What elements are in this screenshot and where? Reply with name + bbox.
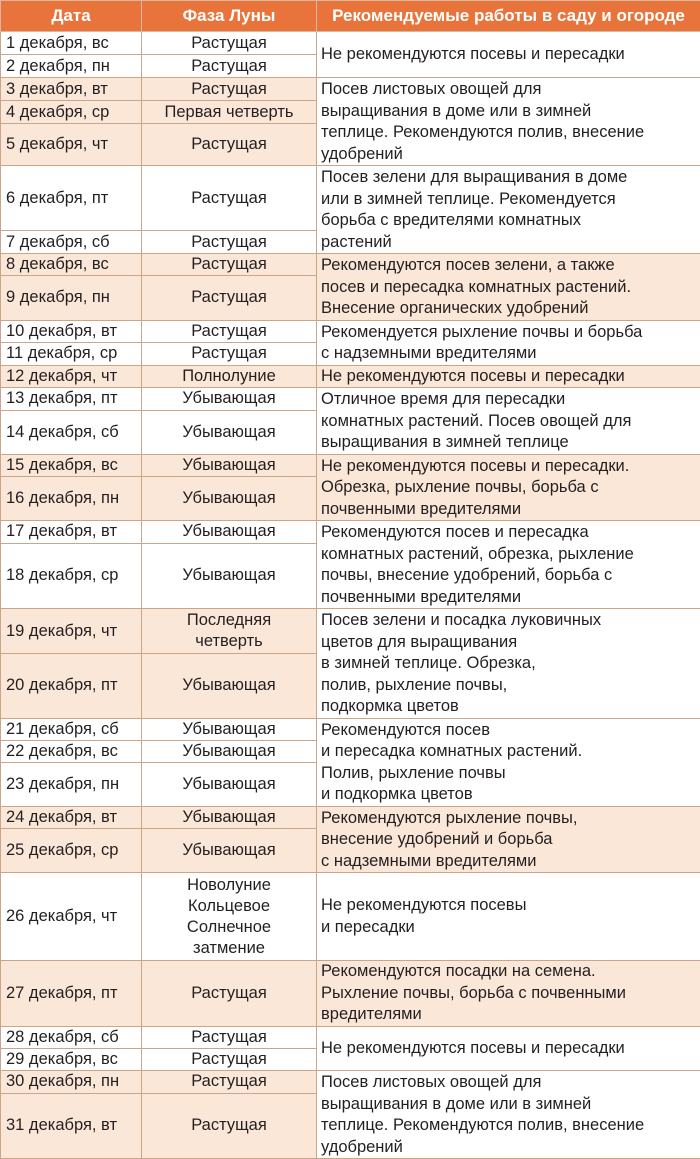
- phase-cell: Убывающая: [142, 718, 317, 740]
- date-cell: 28 декабря, сб: [1, 1027, 142, 1049]
- phase-cell: Растущая: [142, 961, 317, 1027]
- date-cell: 9 декабря, пн: [1, 276, 142, 320]
- table-row: [1, 166, 700, 231]
- phase-cell: Растущая: [142, 32, 317, 55]
- phase-cell: Растущая: [142, 254, 317, 276]
- phase-cell: Растущая: [142, 343, 317, 366]
- table-row: [1, 365, 700, 388]
- date-cell: 4 декабря, ср: [1, 101, 142, 124]
- phase-cell: Убывающая: [142, 762, 317, 806]
- work-cell: Рекомендуются рыхление почвы, внесение удобрений и борьба с надземными вредителями: [317, 806, 700, 873]
- phase-cell: Растущая: [142, 1049, 317, 1071]
- date-cell: 11 декабря, ср: [1, 343, 142, 366]
- work-cell: Рекомендуются посев и пересадка комнатных растений. Полив, рыхление почвы и подкормка цветов: [317, 718, 700, 806]
- header-work: Рекомендуемые работы в саду и огороде: [317, 1, 700, 32]
- work-cell: Не рекомендуются посевы и пересадки: [317, 32, 700, 78]
- phase-cell: Убывающая: [142, 654, 317, 718]
- table-row: [1, 806, 700, 828]
- table-row: [1, 454, 700, 476]
- phase-cell: Растущая: [142, 1093, 317, 1159]
- date-cell: 10 декабря, вт: [1, 320, 142, 343]
- date-cell: 7 декабря, сб: [1, 231, 142, 254]
- phase-cell: Растущая: [142, 276, 317, 320]
- phase-cell: Убывающая: [142, 388, 317, 411]
- date-cell: 14 декабря, сб: [1, 410, 142, 454]
- phase-cell: Убывающая: [142, 543, 317, 608]
- phase-cell: Растущая: [142, 231, 317, 254]
- work-cell: Посев листовых овощей для выращивания в доме или в зимней теплице. Рекомендуются полив, внесение удобрений: [317, 78, 700, 166]
- phase-cell: Растущая: [142, 1027, 317, 1049]
- work-cell: Рекомендуются посадки на семена. Рыхление почвы, борьба с почвенными вредителями: [317, 961, 700, 1027]
- table-row: [1, 718, 700, 740]
- work-cell: Не рекомендуются посевы и пересадки: [317, 365, 700, 388]
- work-cell: Отличное время для пересадки комнатных растений. Посев овощей для выращивания в зимней теплице: [317, 388, 700, 455]
- date-cell: 2 декабря, пн: [1, 55, 142, 78]
- phase-cell: Растущая: [142, 1071, 317, 1094]
- date-cell: 30 декабря, пн: [1, 1071, 142, 1094]
- work-cell: Рекомендуются посев и пересадка комнатных растений, обрезка, рыхление почвы, внесение удобрений, борьба с почвенными вредителями: [317, 521, 700, 609]
- date-cell: 3 декабря, вт: [1, 78, 142, 101]
- date-cell: 25 декабря, ср: [1, 828, 142, 872]
- work-cell: Рекомендуются посев зелени, а также посев и пересадка комнатных растений. Внесение органических удобрений: [317, 254, 700, 321]
- phase-cell: Растущая: [142, 320, 317, 343]
- phase-cell: Убывающая: [142, 454, 317, 476]
- phase-cell: Растущая: [142, 55, 317, 78]
- table-row: [1, 32, 700, 55]
- date-cell: 18 декабря, ср: [1, 543, 142, 608]
- table-row: [1, 78, 700, 101]
- table-row: [1, 521, 700, 544]
- date-cell: 22 декабря, вс: [1, 740, 142, 762]
- date-cell: 6 декабря, пт: [1, 166, 142, 231]
- date-cell: 27 декабря, пт: [1, 961, 142, 1027]
- header-row: [1, 1, 700, 32]
- date-cell: 16 декабря, пн: [1, 476, 142, 520]
- phase-cell: Растущая: [142, 78, 317, 101]
- date-cell: 21 декабря, сб: [1, 718, 142, 740]
- work-cell: Посев зелени и посадка луковичных цветов для выращивания в зимней теплице. Обрезка, полив, рыхление почвы, подкормка цветов: [317, 609, 700, 719]
- phase-cell: Растущая: [142, 166, 317, 231]
- phase-cell: Убывающая: [142, 410, 317, 454]
- phase-cell: Новолуние Кольцевое Солнечное затмение: [142, 873, 317, 961]
- header-date: Дата: [1, 1, 142, 32]
- date-cell: 20 декабря, пт: [1, 654, 142, 718]
- date-cell: 12 декабря, чт: [1, 365, 142, 388]
- phase-cell: Последняя четверть: [142, 609, 317, 654]
- date-cell: 23 декабря, пн: [1, 762, 142, 806]
- header-phase: Фаза Луны: [142, 1, 317, 32]
- date-cell: 1 декабря, вс: [1, 32, 142, 55]
- phase-cell: Убывающая: [142, 740, 317, 762]
- table-row: [1, 873, 700, 961]
- work-cell: Посев зелени для выращивания в доме или в зимней теплице. Рекомендуется борьба с вредителями комнатных растений: [317, 166, 700, 254]
- date-cell: 26 декабря, чт: [1, 873, 142, 961]
- table-row: [1, 1027, 700, 1049]
- work-cell: Не рекомендуются посевы и пересадки: [317, 873, 700, 961]
- date-cell: 19 декабря, чт: [1, 609, 142, 654]
- phase-cell: Полнолуние: [142, 365, 317, 388]
- table-row: [1, 1071, 700, 1094]
- table-row: [1, 961, 700, 1027]
- phase-cell: Первая четверть: [142, 101, 317, 124]
- date-cell: 29 декабря, вс: [1, 1049, 142, 1071]
- phase-cell: Убывающая: [142, 806, 317, 828]
- phase-cell: Убывающая: [142, 521, 317, 544]
- phase-cell: Растущая: [142, 124, 317, 166]
- table-row: [1, 320, 700, 343]
- date-cell: 15 декабря, вс: [1, 454, 142, 476]
- work-cell: Рекомендуется рыхление почвы и борьба с надземными вредителями: [317, 320, 700, 365]
- work-cell: Не рекомендуются посевы и пересадки: [317, 1027, 700, 1071]
- date-cell: 13 декабря, пт: [1, 388, 142, 411]
- work-cell: Не рекомендуются посевы и пересадки. Обрезка, рыхление почвы, борьба с почвенными вредителями: [317, 454, 700, 521]
- phase-cell: Убывающая: [142, 476, 317, 520]
- date-cell: 24 декабря, вт: [1, 806, 142, 828]
- table-row: [1, 254, 700, 276]
- work-cell: Посев листовых овощей для выращивания в доме или в зимней теплице. Рекомендуются полив, внесение удобрений: [317, 1071, 700, 1159]
- date-cell: 31 декабря, вт: [1, 1093, 142, 1159]
- date-cell: 17 декабря, вт: [1, 521, 142, 544]
- date-cell: 5 декабря, чт: [1, 124, 142, 166]
- date-cell: 8 декабря, вс: [1, 254, 142, 276]
- table-row: [1, 609, 700, 654]
- phase-cell: Убывающая: [142, 828, 317, 872]
- table-row: [1, 388, 700, 411]
